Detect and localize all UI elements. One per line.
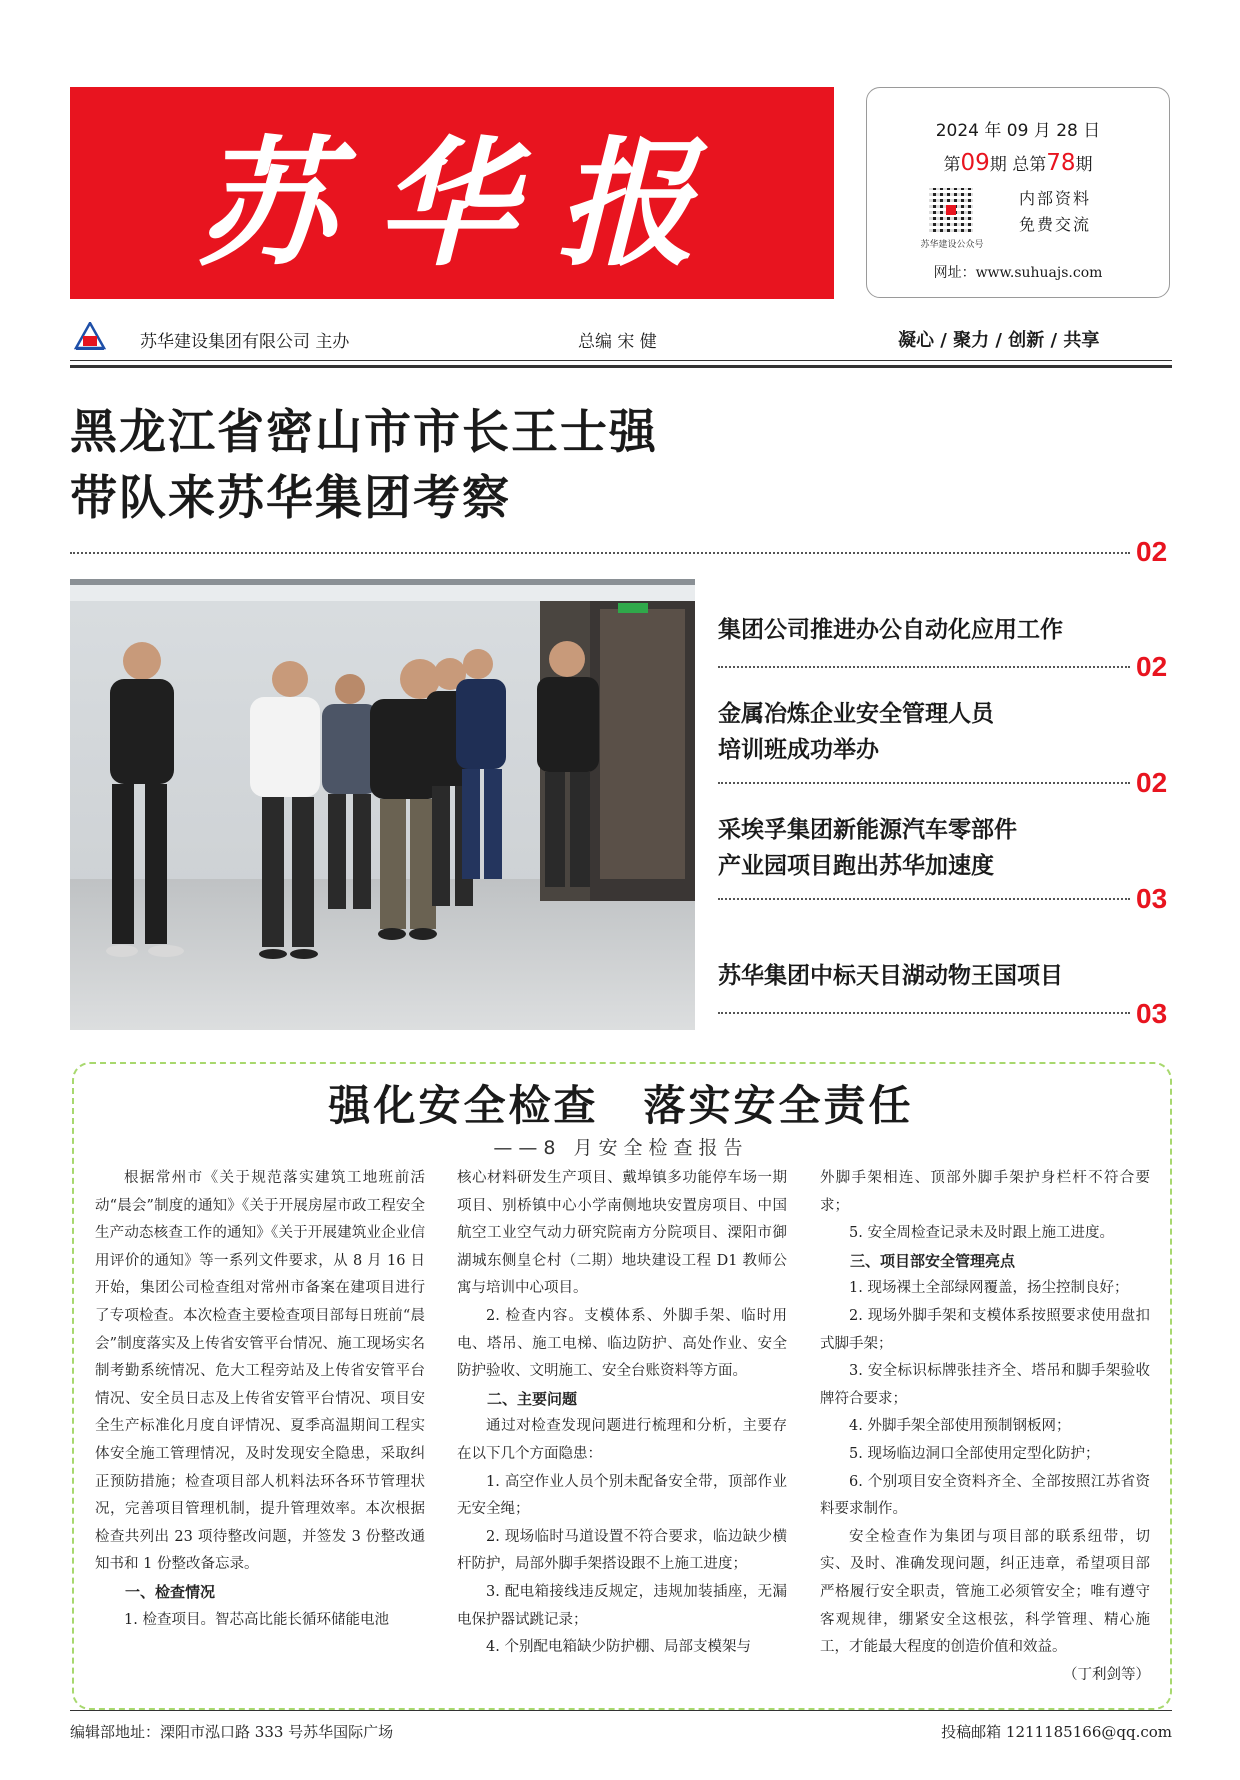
headline-line-2: 带队来苏华集团考察 [70, 471, 511, 526]
paragraph: 1. 现场裸土全部绿网覆盖，扬尘控制良好； [849, 1280, 1129, 1297]
qr-caption: 苏华建设公众号 [920, 240, 984, 250]
section-heading: 一、检查情况 [125, 1582, 216, 1601]
paragraph: 2. 现场临时马道设置不符合要求，临边缺少横杆防护，局部外脚手架搭设跟不上施工进度； [457, 1528, 787, 1573]
qr-code-icon[interactable] [929, 188, 973, 232]
paragraph: 3. 安全标识标牌张挂齐全、塔吊和脚手架验收牌符合要求； [820, 1363, 1150, 1407]
paragraph: 2. 检查内容。支模体系、外脚手架、临时用电、塔吊、施工电梯、临边防护、高处作业、安全防护验收、文明施工、安全台账资料等方面。 [457, 1307, 787, 1380]
dotted-leader [718, 782, 1130, 784]
paragraph: 核心材料研发生产项目、戴埠镇多功能停车场一期项目、别桥镇中心小学南侧地块安置房项目、中国航空工业空气动力研究院南方分院项目、溧阳市御湖城东侧皇仑村（二期）地块建设工程 D1 教师公寓与培训中心项目。 [457, 1170, 787, 1297]
paragraph: 5. 现场临边洞口全部使用定型化防护； [849, 1445, 1100, 1462]
total-no: 78 [1046, 150, 1076, 176]
article-column-2 [457, 1165, 787, 1662]
issue-date: 2024 年 09 月 28 日 [935, 121, 1101, 141]
editorial-address: 编辑部地址：溧阳市泓口路 333 号苏华国际广场 [70, 1723, 394, 1741]
toc-page-number: 02 [1136, 767, 1168, 798]
safety-report-title: 强化安全检查 落实安全责任 [328, 1081, 914, 1130]
sponsor-bar [70, 320, 1172, 360]
free-label: 免费交流 [1019, 215, 1092, 234]
website-link[interactable]: 网址：www.suhuajs.com [933, 265, 1103, 281]
article-column-1 [95, 1165, 425, 1634]
section-heading: 三、项目部安全管理亮点 [850, 1251, 1016, 1270]
paragraph: 4. 个别配电箱缺少防护棚、局部支模架与 [486, 1639, 751, 1656]
headline-page-number: 02 [1136, 536, 1168, 567]
paragraph: 1. 高空作业人员个别未配备安全带，顶部作业无安全绳； [457, 1473, 787, 1518]
paragraph: 安全检查作为集团与项目部的联系纽带，切实、及时、准确发现问题，纠正违章，希望项目部严格履行安全职责，管施工必须管安全；唯有遵守客观规律，绷紧安全这根弦，科学管理、精心施工，才能最大程度的创造价值和效益。 [820, 1528, 1150, 1656]
paragraph: 4. 外脚手架全部使用预制钢板网； [849, 1418, 1071, 1435]
masthead-banner [70, 87, 834, 299]
dotted-leader [718, 1012, 1130, 1014]
company-logo-icon [72, 322, 108, 352]
footer [70, 1714, 1172, 1744]
paragraph: 5. 安全周检查记录未及时跟上施工进度。 [849, 1225, 1114, 1242]
paragraph: 2. 现场外脚手架和支模体系按照要求使用盘扣式脚手架； [820, 1307, 1150, 1352]
paragraph: 根据常州市《关于规范落实建筑工地班前活动“晨会”制度的通知》《关于开展房屋市政工程安全生产动态核查工作的通知》《关于开展建筑业企业信用评价的通知》等一系列文件要求，从 8 月 16 日开始，集团公司检查组对常州市备案在建项目进行了专项检查。本次检查主要检查项目部每日班前“晨会”制度落实及上传省安管平台情况、施工现场实名制考勤系统情况、危大工程旁站及上传省安管平台情况、安全员日志及上传省安管平台情况、项目安全生产标准化月度自评情况、夏季高温期间工程实体安全施工管理情况，及时发现安全隐患，采取纠正预防措施；检查项目部人机料法环各环节管理状况，完善项目管理机制，提升管理效率。本次根据检查共列出 23 项待整改问题，并签发 3 份整改通知书和 1 份整改备忘录。 [95, 1170, 425, 1573]
toc-item-title[interactable]: 苏华集团中标天目湖动物王国项目 [718, 962, 1063, 989]
issue-number: 第09期 总第78期 [943, 150, 1093, 176]
divider [70, 1710, 1172, 1711]
toc-item-title[interactable]: 集团公司推进办公自动化应用工作 [718, 616, 1063, 643]
paragraph: 外脚手架相连、顶部外脚手架护身栏杆不符合要求； [820, 1170, 1150, 1214]
issue-info-box [866, 87, 1170, 298]
dotted-leader [70, 552, 1130, 554]
toc-item-title[interactable]: 金属冶炼企业安全管理人员 培训班成功举办 [718, 700, 994, 763]
dotted-leader [718, 666, 1130, 668]
newspaper-title: 苏华报 [196, 122, 737, 285]
safety-report-subtitle: ——8 月安全检查报告 [493, 1137, 749, 1159]
divider [70, 365, 1172, 368]
paragraph: 3. 配电箱接线违反规定，违规加装插座，无漏电保护器试跳记录； [457, 1583, 787, 1628]
headline-line-1: 黑龙江省密山市市长王士强 [70, 405, 658, 460]
divider [70, 360, 1172, 361]
toc-page-number: 02 [1136, 651, 1168, 682]
paragraph: 6. 个别项目安全资料齐全、全部按照江苏省资料要求制作。 [820, 1473, 1150, 1518]
lead-headline[interactable] [70, 400, 870, 532]
submission-email[interactable]: 投稿邮箱 1211185166@qq.com [941, 1723, 1172, 1741]
toc-page-number: 03 [1136, 998, 1168, 1029]
article-column-3 [820, 1165, 1150, 1689]
inspection-photo [70, 579, 695, 1030]
toc-item-title[interactable]: 采埃孚集团新能源汽车零部件 产业园项目跑出苏华加速度 [718, 816, 1017, 879]
paragraph: 通过对检查发现问题进行梳理和分析，主要存在以下几个方面隐患： [457, 1418, 787, 1462]
motto: 凝心 / 聚力 / 创新 / 共享 [898, 330, 1100, 351]
chief-editor: 总编 宋 健 [578, 332, 657, 352]
sponsor-text: 苏华建设集团有限公司 主办 [140, 332, 350, 352]
author-signature: （丁利剑等） [1063, 1666, 1150, 1683]
internal-label: 内部资料 [1019, 189, 1092, 208]
toc-page-number: 03 [1136, 883, 1168, 914]
issue-no: 09 [960, 150, 990, 176]
section-heading: 二、主要问题 [487, 1389, 578, 1408]
dotted-leader [718, 898, 1130, 900]
paragraph: 1. 检查项目。智芯高比能长循环储能电池 [124, 1611, 389, 1628]
